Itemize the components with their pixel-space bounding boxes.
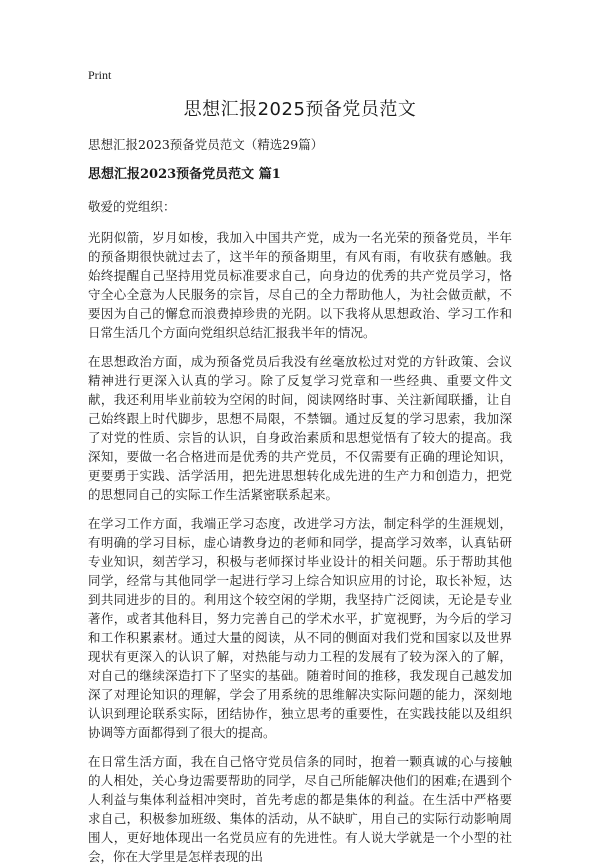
print-label: Print	[88, 68, 112, 82]
paragraph-intro: 光阴似箭，岁月如梭，我加入中国共产党，成为一名光荣的预备党员，半年的预备期很快就过去了，这半年的预备期里，有风有雨，有收获有感触。我始终提醒自己坚持用党员标准要求自己，向身边的优秀的共产党员学习，恪守全心全意为人民服务的宗旨，尽自己的全力帮助他人，为社会做贡献，不要因为自己的懈怠而浪费掉珍贵的光阴。以下我将从思想政治、学习工作和日常生活几个方面向党组织总结汇报我半年的情况。	[88, 230, 512, 340]
paragraph-study-work: 在学习工作方面，我端正学习态度，改进学习方法，制定科学的生涯规划，有明确的学习目标，虚心请教身边的老师和同学，提高学习效率，认真钻研专业知识，刻苦学习，积极与老师探讨毕业设计的相关问题。乐于帮助其他同学，经常与其他同学一起进行学习上综合知识应用的讨论，取长补短，达到共同进步的目的。利用这个较空闲的学期，我坚持广泛阅读，无论是专业著作，或者其他科目，努力完善自己的学术水平，扩宽视野，为今后的学习和工作积累素材。通过大量的阅读，从不同的侧面对我们党和国家以及世界现状有更深入的认识了解，对热能与动力工程的发展有了较为深入的了解，对自己的继续深造打下了坚实的基础。随着时间的推移，我发现自己越发加深了对理论知识的理解，学会了用系统的思维解决实际问题的能力，深刻地认识到理论联系实际，团结协作，独立思考的重要性，在实践技能以及组织协调等方面都得到了很大的提高。	[88, 516, 512, 740]
paragraph-political: 在思想政治方面，成为预备党员后我没有丝毫放松过对党的方针政策、会议精神进行更深入认真的学习。除了反复学习党章和一些经典、重要文件文献，我还利用毕业前较为空闲的时间，阅读网络时事、关注新闻联播，让自己始终跟上时代脚步，思想不局限，不禁锢。通过反复的学习思索，我加深了对党的性质、宗旨的认识，自身政治素质和思想觉悟有了较大的提高。我深知，要做一名合格进而是优秀的共产党员，不仅需要有正确的理论知识，更要勇于实践、活学活用，把先进思想转化成先进的生产力和创造力，把党的思想同自己的实际工作生活紧密联系起来。	[88, 354, 512, 502]
salutation: 敬爱的党组织：	[88, 199, 176, 214]
paragraph-daily-life: 在日常生活方面，我在自己恪守党员信条的同时，抱着一颗真诚的心与接触的人相处，关心身边需要帮助的同学，尽自己所能解决他们的困难;在遇到个人利益与集体利益相冲突时，首先考虑的都是集体的利益。在生活中严格要求自己，积极参加班级、集体的活动，从不缺旷，用自己的实际行动影响周围人，更好地体现出一名党员应有的先进性。有人说大学就是一个小型的社会，你在大学里是怎样表现的出	[88, 754, 512, 864]
section-heading: 思想汇报2023预备党员范文 篇1	[88, 167, 281, 182]
document-subtitle: 思想汇报2023预备党员范文（精选29篇）	[88, 137, 324, 152]
document-title: 思想汇报2025预备党员范文	[183, 99, 417, 120]
